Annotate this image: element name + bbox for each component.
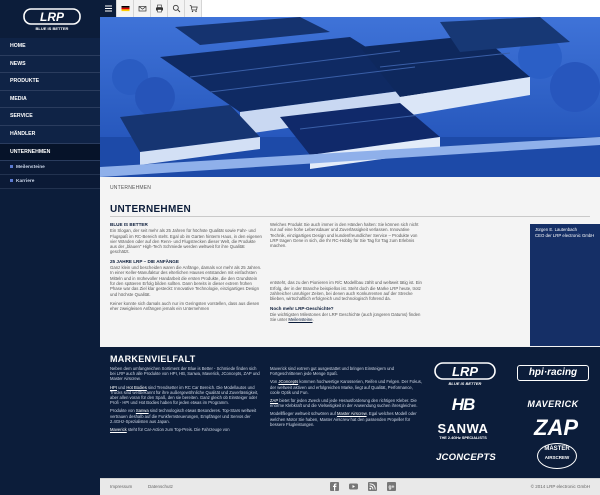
paragraph: Neben dem umfangreichen Sortiment der Blue is Better - Schmiede finden sich bei LRP auch alle Produkte von HPI, HB, Sanwa, Maverick, JConcepts, ZAP und Master Airscrew. — [110, 366, 260, 382]
paragraph — [110, 408, 262, 424]
bullet-icon — [10, 165, 13, 168]
menu-icon[interactable] — [100, 0, 117, 17]
link-zap[interactable]: ZAP — [270, 398, 279, 404]
text: sind Trendsetter im RC Car Bereich. Die Modellautos und Trucks sind weltbekannt für ihre außergewöhnliche Qualität und Zuverlässigkeit, aber allen voran für den Spaß, den sie bereiten. Ganz gleich ob Einsteiger oder Profi - HPI und Hot Bodies haben für jeden etwas im Programm. — [110, 384, 259, 406]
mail-icon[interactable] — [134, 0, 151, 17]
text: sind technologisch etwas Besonderes. Top-Stars weltweit vertrauen deshalb auf die Funkfernsteuerungen, Empfänger und Servos der 2.4GHz-Spezialisten aus Japan. — [110, 408, 257, 424]
text: und — [116, 384, 127, 390]
google-plus-icon[interactable] — [387, 482, 396, 491]
nav-item-unternehmen[interactable]: UNTERNEHMEN — [0, 144, 100, 162]
svg-text:BLUE IS BETTER: BLUE IS BETTER — [448, 381, 482, 386]
nav-item-news[interactable]: NEWS — [0, 56, 100, 74]
page-title: UNTERNEHMEN — [110, 204, 192, 215]
heading-25-jahre: 25 JAHRE LRP – DIE ANFÄNGE — [110, 258, 179, 264]
text-column-2 — [270, 222, 422, 327]
brand-logo-zap[interactable]: ZAP — [534, 415, 578, 440]
paragraph: Ganz klein und bescheiden waren die Anfänge, damals vor mehr als 25 Jahren. In einer Keller-Manufaktur des elterlichen Hauses entstanden mit einfachsten Mitteln und in mühevoller Handarbeit die ersten Produkte, die den Grundstein für den späteren Erfolg bilden sollten. Dann bereits in dieser extrem frühen Phase war das Ziel klar gesteckt: Innovative Technologie, einzigartiges Design und höchste Qualität. — [110, 265, 262, 297]
text: steht für Car-Action zum Top-Preis. Die Fahrzeuge von — [126, 427, 230, 433]
link-maverick[interactable]: Maverick — [110, 427, 127, 433]
spacer — [270, 252, 422, 280]
link-sanwa[interactable]: Sanwa — [135, 408, 149, 414]
social-icons — [330, 482, 396, 491]
brand-logo-grid — [425, 355, 595, 475]
copyright: © 2014 LRP electronic GmbH — [530, 484, 590, 489]
brand-logo-sanwa[interactable] — [427, 421, 499, 445]
brand-logo-hb[interactable]: HB — [451, 395, 475, 414]
youtube-icon[interactable] — [349, 482, 358, 491]
text: kommen hochwertige Karosserien, Reifen und Felgen. Der Fokus, der weltweit aktiven und erfolgreichen Marke, liegt auf Qualität, Performance, coole Optik und Fun. — [270, 379, 423, 395]
nav-sub-label: Karriere — [16, 179, 35, 185]
nav-item-produkte[interactable]: PRODUKTE — [0, 73, 100, 91]
brand-logo-hpi[interactable]: hpi·racing — [517, 365, 589, 381]
ceo-name: Jürgen E. Lautenbach — [535, 227, 578, 232]
footer-link-impressum[interactable]: Impressum — [110, 484, 133, 489]
brand-logo-lrp[interactable] — [433, 361, 497, 387]
print-icon[interactable] — [151, 0, 168, 17]
text: Von — [270, 379, 279, 385]
paragraph — [270, 411, 422, 427]
brands-section — [100, 347, 600, 478]
text: Die wichtigsten Milestones der LRP Geschichte (auch jüngeren Datums) finden Sie unter — [270, 311, 421, 323]
brands-text-left — [110, 366, 262, 435]
paragraph — [110, 427, 262, 432]
paragraph — [270, 379, 422, 395]
breadcrumb[interactable]: UNTERNEHMEN — [110, 185, 152, 191]
facebook-icon[interactable] — [330, 482, 339, 491]
nav-sub-meilensteine[interactable] — [0, 161, 100, 175]
airscrew-wordmark: AIRSCREW — [544, 455, 570, 460]
sidebar — [0, 0, 100, 495]
text: . — [312, 317, 314, 323]
footer-link-datenschutz[interactable]: Datenschutz — [148, 484, 174, 489]
ceo-title: CEO der LRP electronic GmbH — [535, 232, 595, 238]
brand-logo-master-airscrew[interactable] — [537, 443, 577, 469]
paragraph: Welches Produkt Sie auch immer in den Händen halten: Sie können sich nicht nur auf eine hohe Lebensdauer und Zuverlässigkeit verlassen. Innovative Technik, einzigartiges Design und kundenfreundlicher Service – Produkte von LRP tragen Gene in sich, die Ihr RC-Hobby für Sie Tag für Tag zum Erlebnis machen. — [270, 222, 419, 249]
text: bietet für jeden Zweck und jede Herausforderung den richtigen Kleber. Die enorme Klebkraft und die Vielseitigkeit in der Anwendung suchen ihresgleichen. — [270, 398, 418, 409]
heading-blue-is-better: BLUE IS BETTER — [110, 222, 148, 227]
flag-de-icon[interactable] — [117, 0, 134, 17]
nav-item-haendler[interactable]: HÄNDLER — [0, 126, 100, 144]
nav-item-service[interactable]: SERVICE — [0, 108, 100, 126]
link-hpi[interactable]: HPI — [110, 384, 117, 390]
hero-image-factory — [100, 17, 600, 177]
paragraph — [110, 385, 262, 406]
svg-text:LRP: LRP — [452, 364, 478, 379]
bullet-icon — [10, 179, 13, 182]
lrp-logo[interactable] — [22, 6, 82, 32]
paragraph: entsteht, das zu den Pionieren im R/C Modellbau zählt und weltweit tätig ist. Ein Erfolg, der in der Branche beispiellos ist. Steht doch die Marke LRP heute, trotz zahlreicher unruhiger Zeiten, bei denen auch Konkurrenten auf der Strecke blieben, wirtschaftlich erfolgreich und technologisch führend da. — [270, 280, 422, 302]
brand-logo-maverick[interactable]: MAVERICK — [527, 399, 579, 409]
nav-item-media[interactable]: MEDIA — [0, 91, 100, 109]
text: . Egal welches Modell oder welchen Motor Sie haben, Master Airscrew hat den passenden Propeller für bessere Flugleistungen. — [270, 411, 417, 427]
brands-title: MARKENVIELFALT — [110, 354, 196, 364]
ceo-caption — [535, 227, 594, 238]
svg-text:g+: g+ — [388, 484, 395, 491]
brand-logo-jconcepts[interactable]: JCONCEPTS — [436, 452, 496, 463]
sanwa-wordmark: SANWA — [437, 421, 489, 436]
paragraph: Keiner konnte sich damals auch nur im Geringsten vorstellen, dass aus diesen eher zweigleisen Anfängen jemals ein Unternehmen — [110, 300, 260, 312]
paragraph: Ein Slogan, der seit mehr als 25 Jahren für höchste Qualität sowie Fahr- und Flugspaß im RC-Bereich steht. Egal ob im Garten hinterm Haus, in den eigenen vier Wänden oder auf den Renn- und Flugstrecken dieser Welt, die Produkte aus der „blauen" High-Tech Schmiede werden weltweit für ihre Qualität geschätzt. — [110, 228, 262, 255]
paragraph: Maverick sind extrem gut ausgestattet und bringen Einsteigern und Fortgeschrittenen jede Menge Spaß. — [270, 366, 395, 377]
paragraph — [270, 312, 422, 323]
text-column-1 — [110, 222, 262, 315]
link-hot-bodies[interactable]: Hot Bodies — [126, 384, 147, 390]
content-section — [100, 177, 600, 347]
sanwa-tagline: THE 2.4GHz SPECIALISTS — [439, 436, 487, 440]
nav-item-home[interactable]: HOME — [0, 38, 100, 56]
ceo-portrait — [530, 224, 600, 346]
svg-text:LRP: LRP — [40, 10, 64, 24]
brands-text-middle — [270, 366, 422, 430]
link-meilensteine[interactable]: Meilensteine — [288, 317, 313, 323]
cart-icon[interactable] — [185, 0, 202, 17]
text: Produkte von — [110, 408, 136, 414]
heading-more-history: Noch mehr LRP-Geschichte? — [270, 305, 334, 311]
nav-sub-label: Meilensteine — [16, 165, 45, 171]
main-nav — [0, 38, 100, 189]
footer — [100, 478, 600, 495]
rss-icon[interactable] — [368, 482, 377, 491]
text: Modellflieger weltweit schwören auf — [270, 411, 338, 417]
svg-text:BLUE IS BETTER: BLUE IS BETTER — [35, 26, 69, 31]
search-icon[interactable] — [168, 0, 185, 17]
paragraph — [270, 398, 422, 408]
link-jconcepts[interactable]: JConcepts — [278, 379, 299, 385]
link-master-airscrew[interactable]: Master Airscrew — [337, 411, 367, 417]
title-divider — [110, 216, 590, 217]
nav-sub-karriere[interactable] — [0, 175, 100, 189]
master-wordmark: MASTER — [544, 446, 570, 452]
top-toolbar — [100, 0, 202, 17]
